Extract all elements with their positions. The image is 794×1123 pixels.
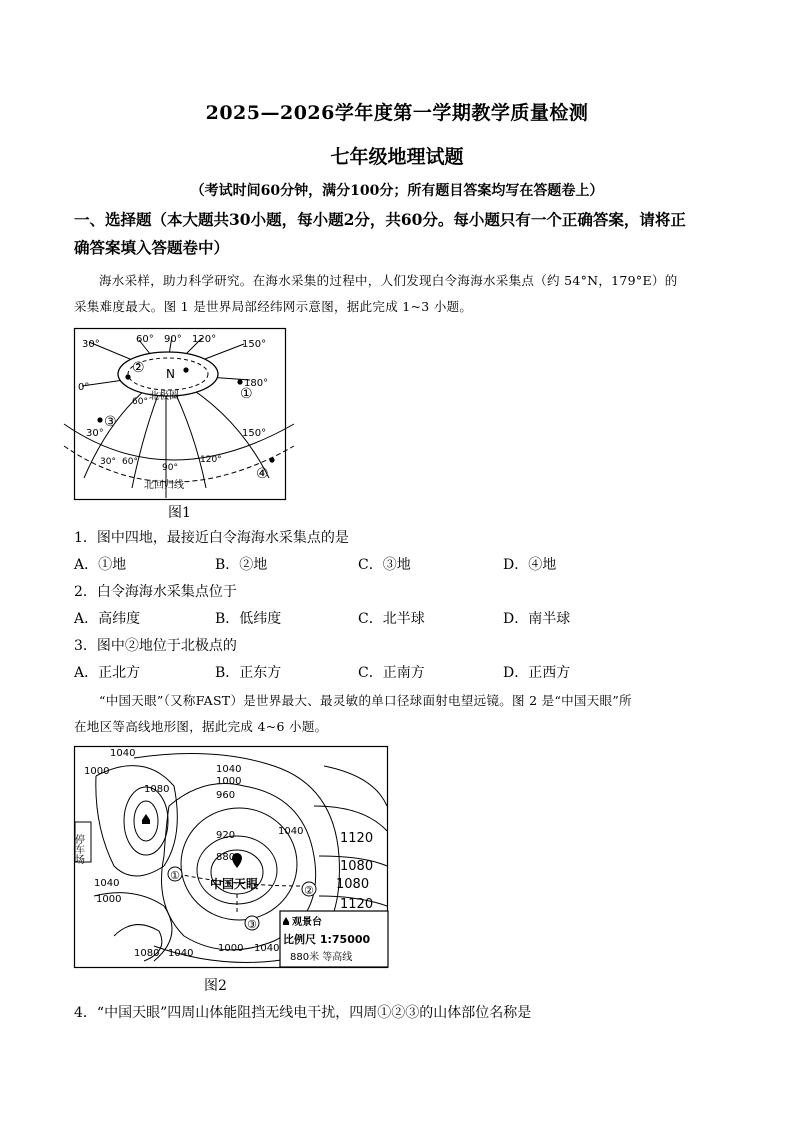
lon-30-mid: 30° bbox=[86, 428, 104, 439]
point-2-dot bbox=[125, 374, 130, 379]
contour-1040-a: 1040 bbox=[110, 748, 136, 759]
figure-2-contour-map bbox=[74, 746, 388, 968]
legend-contour-label: 880米 等高线 bbox=[290, 952, 353, 963]
q3-option-d[interactable]: D．正西方 bbox=[503, 665, 571, 681]
lon-150-top: 150° bbox=[242, 339, 267, 350]
lon-30-bot: 30° bbox=[100, 457, 116, 467]
contour-1040-c: 1040 bbox=[278, 826, 304, 837]
figure-1-graticule-map bbox=[74, 328, 286, 500]
lat-60: 60° bbox=[132, 397, 148, 407]
lon-120-bot: 120° bbox=[200, 455, 222, 465]
exam-note: （考试时间60分钟，满分100分；所有题目答案均写在答题卷上） bbox=[190, 183, 604, 199]
arctic-circle-label: 北极圈 bbox=[149, 391, 179, 402]
point-4-label: ④ bbox=[256, 466, 269, 482]
passage-2-line1: “中国天眼”（又称FAST）是世界最大、最灵敏的单口径球面射电望远镜。图 2 是“中国天眼”所 bbox=[99, 693, 632, 708]
point-4-dot bbox=[269, 457, 274, 462]
point-2-label: ② bbox=[132, 360, 145, 376]
section-heading bbox=[74, 206, 724, 262]
question-1: 1．图中四地，最接近白令海海水采集点的是 bbox=[74, 530, 349, 546]
lon-60-bot: 60° bbox=[122, 457, 138, 467]
contour-960: 960 bbox=[216, 790, 236, 801]
question-3: 3．图中②地位于北极点的 bbox=[74, 638, 237, 654]
contour-1000-c: 1000 bbox=[96, 894, 122, 905]
contour-1040-b: 1040 bbox=[216, 764, 242, 775]
fig2-point-1: ① bbox=[170, 869, 180, 882]
fig2-point-2: ② bbox=[304, 884, 314, 897]
north-pole-dot bbox=[183, 367, 188, 372]
lon-90-bot: 90° bbox=[162, 463, 178, 473]
contour-1120-b: 1120 bbox=[340, 897, 374, 912]
passage-1-line2: 采集难度最大。图 1 是世界局部经纬网示意图，据此完成 1~3 小题。 bbox=[74, 299, 473, 314]
point-3-label: ③ bbox=[104, 414, 117, 430]
passage-1 bbox=[74, 268, 724, 320]
contour-1040-e: 1040 bbox=[168, 948, 194, 959]
q1-option-a[interactable]: A．①地 bbox=[74, 557, 127, 573]
q3-option-b[interactable]: B．正东方 bbox=[215, 665, 282, 681]
q1-option-d[interactable]: D．④地 bbox=[503, 557, 557, 573]
q1-option-b[interactable]: B．②地 bbox=[215, 557, 268, 573]
contour-1120-a: 1120 bbox=[340, 831, 374, 846]
contour-1080-c: 1080 bbox=[336, 877, 370, 892]
point-3-dot bbox=[97, 417, 102, 422]
point-1-dot bbox=[237, 379, 242, 384]
tropic-label: 北回归线 bbox=[144, 480, 184, 491]
passage-2-line2: 在地区等高线地形图，据此完成 4~6 小题。 bbox=[74, 719, 328, 734]
question-2: 2．白令海海水采集点位于 bbox=[74, 584, 237, 600]
point-1-label: ① bbox=[240, 386, 253, 402]
contour-1040-d: 1040 bbox=[94, 878, 120, 889]
contour-880: 880 bbox=[216, 852, 236, 863]
q2-option-d[interactable]: D．南半球 bbox=[503, 611, 571, 627]
contour-1080-b: 1080 bbox=[340, 859, 374, 874]
question-4: 4．“中国天眼”四周山体能阻挡无线电干扰，四周①②③的山体部位名称是 bbox=[74, 1005, 532, 1021]
exam-title: 2025—2026学年度第一学期教学质量检测 bbox=[205, 102, 589, 124]
q3-option-c[interactable]: C．正南方 bbox=[358, 665, 425, 681]
passage-1-line1: 海水采样，助力科学研究。在海水采集的过程中，人们发现白令海海水采集点（约 54°N，179°E）的 bbox=[99, 273, 678, 288]
contour-1080-d: 1080 bbox=[134, 948, 160, 959]
north-pole-label: N bbox=[166, 367, 175, 381]
fast-label: 中国天眼 bbox=[210, 877, 259, 891]
parking-label: 停车场 bbox=[72, 834, 84, 864]
lon-30-top: 30° bbox=[82, 339, 100, 350]
lon-0: 0° bbox=[78, 382, 90, 393]
contour-1000-b: 1000 bbox=[216, 776, 242, 787]
contour-1000-d: 1000 bbox=[218, 943, 244, 954]
exam-subtitle: 七年级地理试题 bbox=[330, 146, 464, 168]
contour-1080-a: 1080 bbox=[144, 784, 170, 795]
section-heading-line1: 一、选择题（本大题共30小题，每小题2分，共60分。每小题只有一个正确答案，请将正 bbox=[74, 210, 686, 229]
contour-920: 920 bbox=[216, 830, 236, 841]
figure-2-caption: 图2 bbox=[204, 978, 227, 994]
lon-120-top: 120° bbox=[192, 334, 217, 345]
q2-option-b[interactable]: B．低纬度 bbox=[215, 611, 282, 627]
legend-obs-label: 观景台 bbox=[292, 917, 322, 928]
q3-option-a[interactable]: A．正北方 bbox=[74, 665, 141, 681]
q2-option-a[interactable]: A．高纬度 bbox=[74, 611, 141, 627]
legend-scale-label: 比例尺 1:75000 bbox=[283, 933, 371, 946]
contour-1040-f: 1040 bbox=[254, 943, 280, 954]
figure-1-caption: 图1 bbox=[168, 505, 191, 521]
fig2-point-3: ③ bbox=[247, 918, 257, 931]
section-heading-line2: 确答案填入答题卷中） bbox=[74, 238, 230, 257]
q2-option-c[interactable]: C．北半球 bbox=[358, 611, 425, 627]
q1-option-c[interactable]: C．③地 bbox=[358, 557, 411, 573]
passage-2 bbox=[74, 688, 724, 740]
lon-150-mid: 150° bbox=[242, 428, 267, 439]
contour-1000-a: 1000 bbox=[84, 766, 110, 777]
lon-60-top: 60° bbox=[136, 334, 154, 345]
lon-90-top: 90° bbox=[164, 334, 182, 345]
lon-180: 180° bbox=[244, 378, 269, 389]
